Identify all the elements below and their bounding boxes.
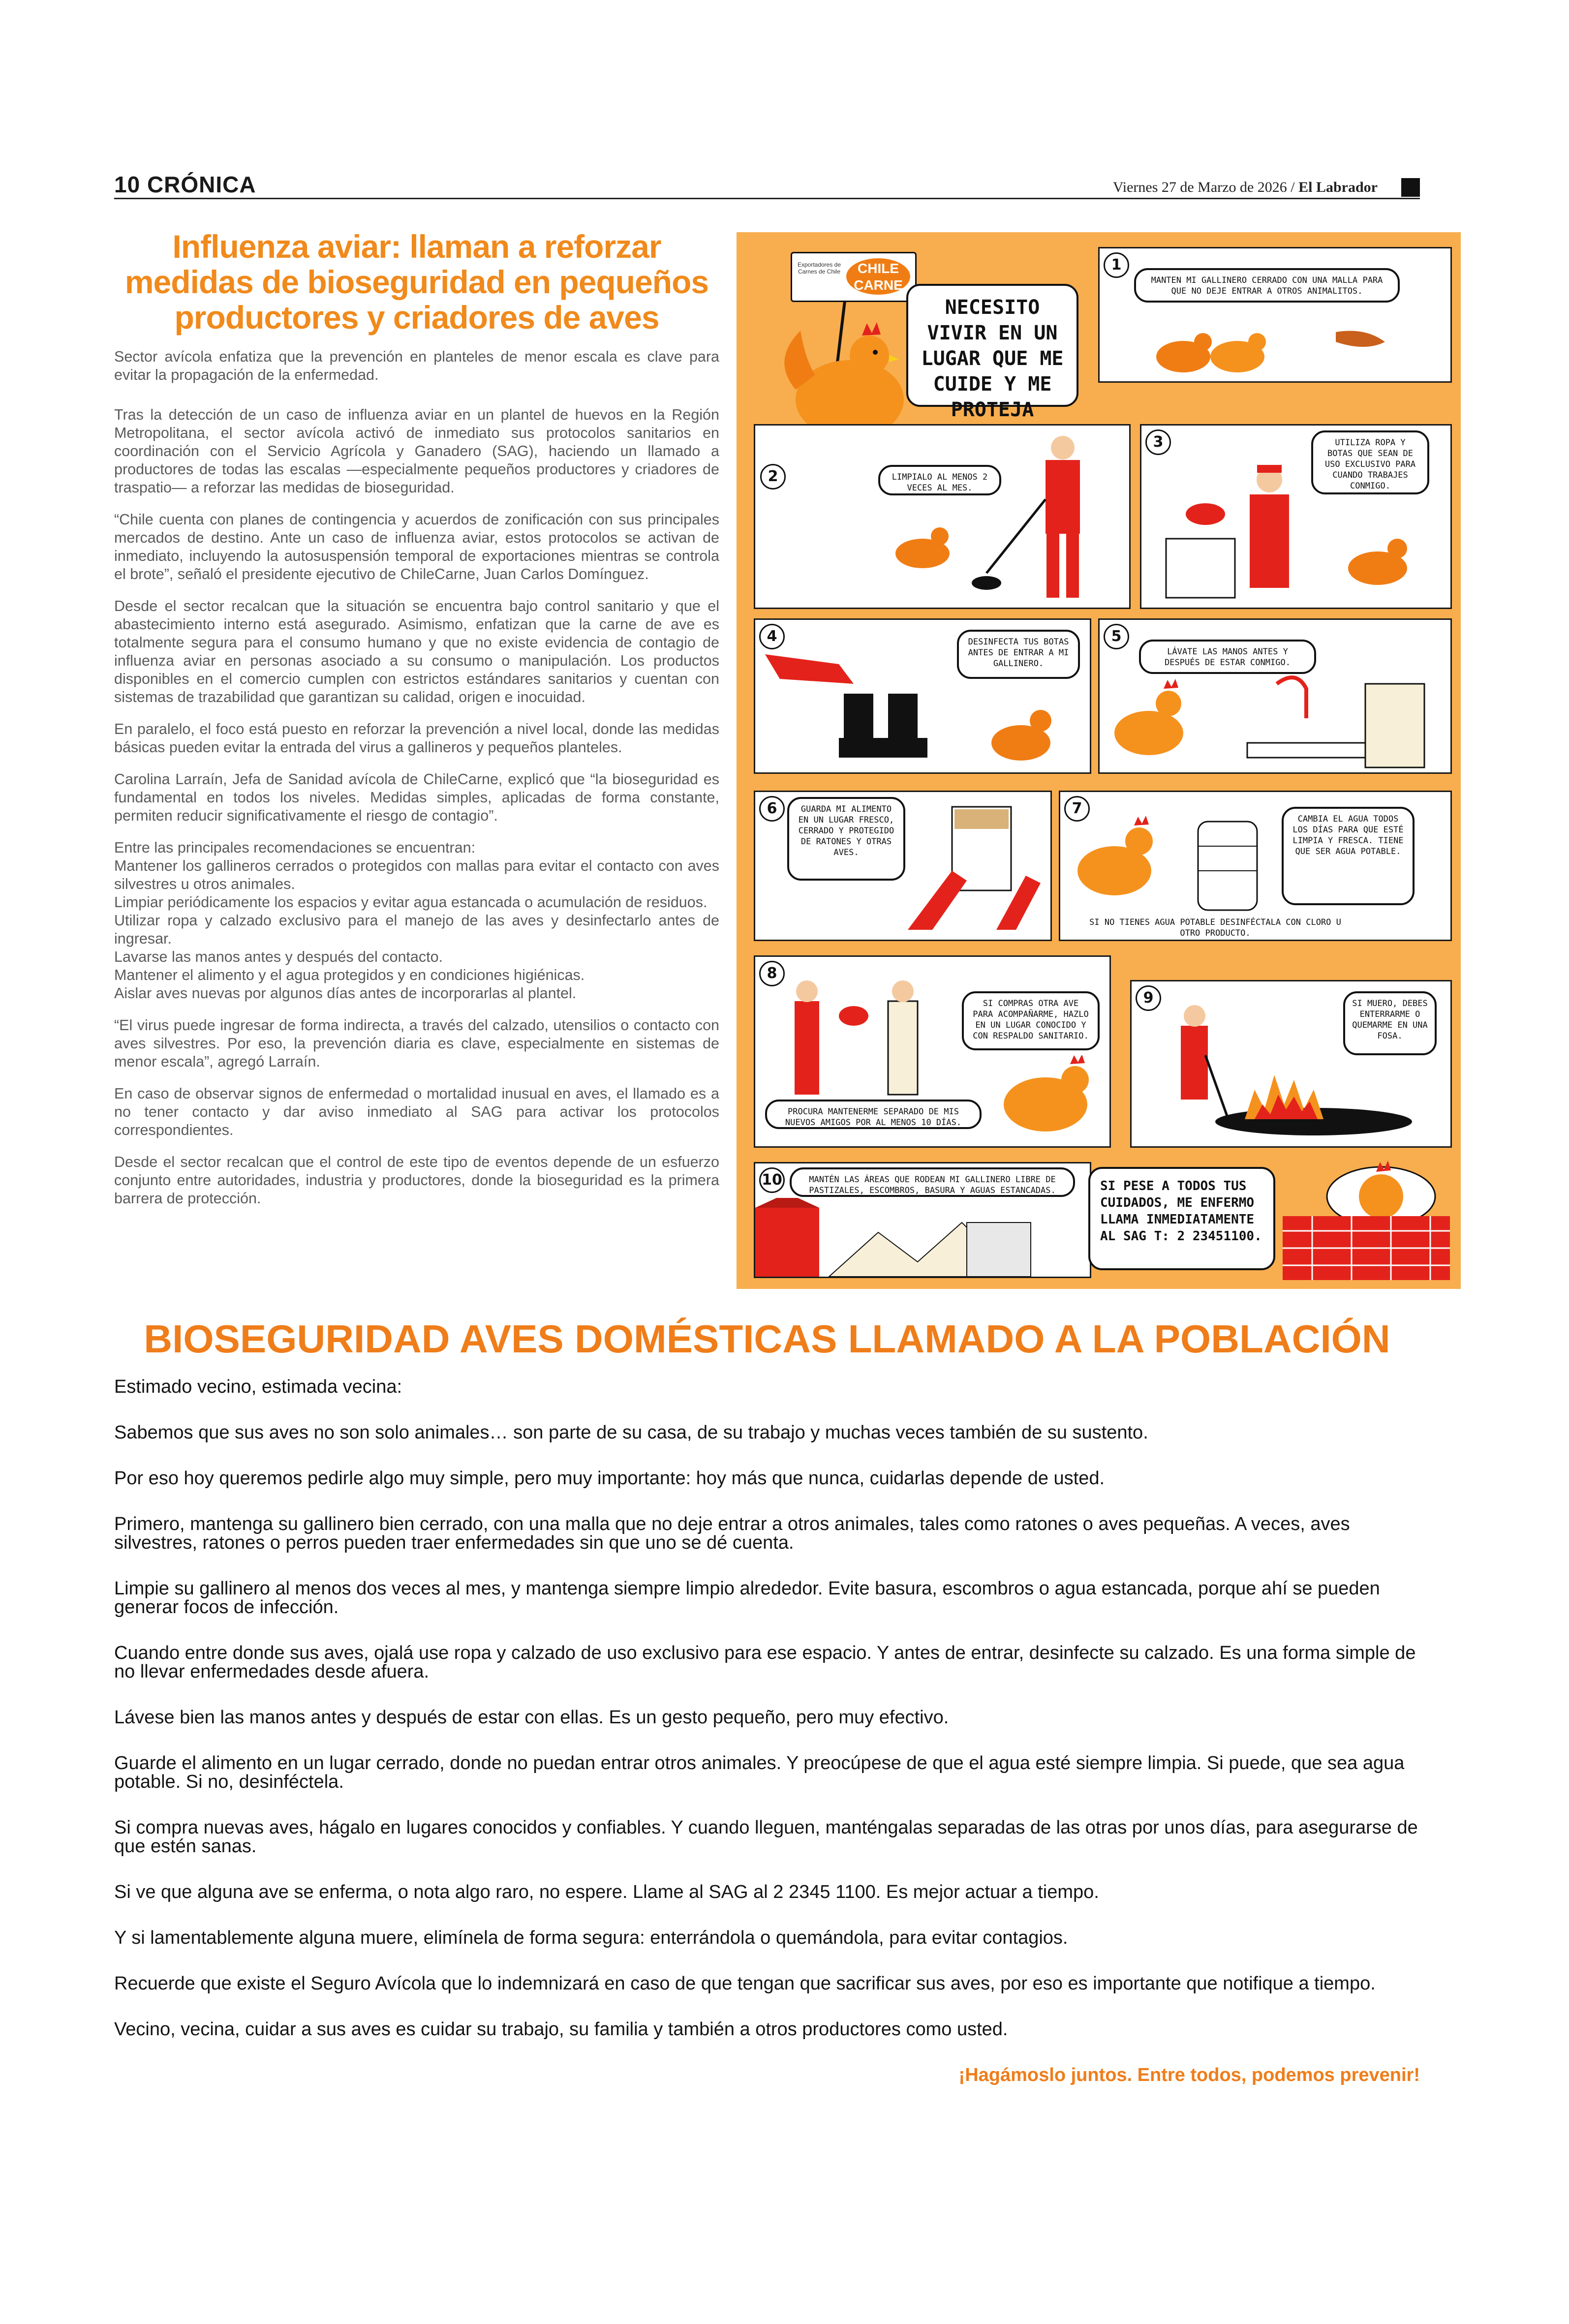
list-item: Limpiar periódicamente los espacios y evitar agua estancada o acumulación de residuos. bbox=[114, 894, 708, 911]
buying-hen-icon bbox=[775, 972, 962, 1100]
hand-washing-icon bbox=[1109, 674, 1444, 772]
letter-paragraph: Si ve que alguna ave se enferma, o nota algo raro, no espere. Llame al SAG al 2 2345 1100. Es mejor actuar a tiempo. bbox=[114, 1882, 1099, 1902]
comic-panel-4: 4 DESINFECTA TUS BOTAS ANTES DE ENTRAR A MI GALLINERO. bbox=[754, 618, 1091, 774]
letter-paragraph: Por eso hoy queremos pedirle algo muy simple, pero muy importante: hoy más que nunca, cuidarlas depende de usted. bbox=[114, 1468, 1105, 1489]
section-label: 10 CRÓNICA bbox=[114, 172, 256, 197]
list-item: Mantener el alimento y el agua protegidos y en condiciones higiénicas. bbox=[114, 967, 585, 983]
comic-panel-10: 10 MANTÉN LAS ÁREAS QUE RODEAN MI GALLINERO LIBRE DE PASTIZALES, ESCOMBROS, BASURA Y AGUAS ESTANCADAS. bbox=[754, 1162, 1091, 1278]
letter-paragraph: Y si lamentablemente alguna muere, elimínela de forma segura: enterrándola o quemándola, para evitar contagios. bbox=[114, 1927, 1068, 1948]
letter-paragraph: Si compra nuevas aves, hágalo en lugares conocidos y confiables. Y cuando lleguen, manténgalas separadas de las otras por unos días, para asegurarse de que estén sanas. bbox=[114, 1817, 1418, 1857]
burning-pit-icon bbox=[1146, 996, 1437, 1144]
issue-date: Viernes 27 de Marzo de 2026 bbox=[1112, 179, 1287, 195]
closing-line: ¡Hagámoslo juntos. Entre todos, podemos prevenir! bbox=[958, 2065, 1420, 2085]
comic-panel-3: 3 UTILIZA ROPA Y BOTAS QUE SEAN DE USO EXCLUSIVO PARA CUANDO TRABAJES CONMIGO. bbox=[1140, 424, 1452, 609]
article-paragraph: “El virus puede ingresar de forma indirecta, a través del calzado, utensilios o contacto con aves silvestres. Por eso, la prevención diaria es clave, especialmente en sistemas de menor escala”, agregó Larraín. bbox=[114, 1017, 719, 1070]
list-item: Mantener los gallineros cerrados o protegidos con mallas para evitar el contacto con aves silvestres u otros animales. bbox=[114, 857, 719, 892]
feed-storage-icon bbox=[908, 802, 1046, 935]
article-paragraph: En caso de observar signos de enfermedad o mortalidad inusual en aves, el llamado es a no tener contacto y dar aviso inmediato al SAG para activar los protocolos correspondientes. bbox=[114, 1085, 719, 1138]
letter-paragraph: Primero, mantenga su gallinero bien cerrado, con una malla que no deje entrar a otros animales, tales como ratones o aves pequeñas. A veces, aves silvestres, ratones o perros pueden traer enfermedades sin que uno se dé cuenta. bbox=[114, 1514, 1350, 1553]
letter-paragraph: Recuerde que existe el Seguro Avícola que lo indemnizará en caso de que tengan que sacrificar sus aves, por eso es importante que notifique a tiempo. bbox=[114, 1973, 1376, 1994]
comic-panel-8: 8 SI COMPRAS OTRA AVE PARA ACOMPAÑARME, HAZLO EN UN LUGAR CONOCIDO Y CON RESPALDO SANITARIO. PROCURA MANTENERME SEPARADO DE MIS NUEVOS AMIGOS POR AL MENOS 10 DÍAS. bbox=[754, 955, 1111, 1148]
list-item: Lavarse las manos antes y después del contacto. bbox=[114, 948, 443, 965]
newspaper-name: El Labrador bbox=[1298, 179, 1378, 195]
intro-speech-bubble: NECESITO VIVIR EN UN LUGAR QUE ME CUIDE Y ME PROTEJA bbox=[906, 284, 1078, 407]
article-paragraph: En paralelo, el foco está puesto en reforzar la prevención a nivel local, donde las medidas básicas pueden evitar la entrada del virus a gallineros y pequeños planteles. bbox=[114, 721, 719, 756]
hen-icon bbox=[991, 1055, 1100, 1139]
section-title: BIOSEGURIDAD AVES DOMÉSTICAS LLAMADO A LA POBLACIÓN bbox=[144, 1317, 1390, 1361]
farm-landscape-icon bbox=[755, 1198, 1090, 1277]
date-line: Viernes 27 de Marzo de 2026 / El Labrador bbox=[1112, 179, 1378, 195]
letter-paragraph: Sabemos que sus aves no son solo animales… son parte de su casa, de su trabajo y muchas veces también de su sustento. bbox=[114, 1422, 1148, 1443]
article-paragraph: Tras la detección de un caso de influenza aviar en un plantel de huevos en la Región Metropolitana, el sector avícola activó de inmediato sus protocolos sanitarios en coordinación con el Servicio Agrícola y Ganadero (SAG), haciendo un llamado a productores de todas las escalas —especialmente pequeños productores y criadores de traspatio— a reforzar las medidas de bioseguridad. bbox=[114, 406, 719, 496]
article-paragraph: Desde el sector recalcan que la situación se encuentra bajo control sanitario y que el abastecimiento interno está asegurado. Asimismo, enfatizan que la carne de ave es totalmente segura para el consumo humano y que no existe evidencia de contagio de influenza aviar en personas asociado a su consumo o manipulación. Los productos disponibles en el comercio cumplen con estrictos estándares sanitarios y cuentan con sistemas de trazabilidad que garantizan su calidad, origen e inocuidad. bbox=[114, 598, 719, 705]
comic-panel-5: 5 LÁVATE LAS MANOS ANTES Y DESPUÉS DE ESTAR CONMIGO. bbox=[1098, 618, 1452, 774]
chilecarne-logo: Exportadores de Carnes de Chile CHILE CARNE bbox=[791, 252, 917, 302]
header-marker bbox=[1401, 178, 1420, 197]
page-header bbox=[114, 172, 1420, 200]
water-tank-icon bbox=[1070, 812, 1282, 925]
letter-paragraph: Cuando entre donde sus aves, ojalá use ropa y calzado de uso exclusivo para ese espacio. Y antes de entrar, desinfecte su calzado. Es una forma simple de no llevar enfermedades desde afuera. bbox=[114, 1643, 1416, 1682]
comic-panel-9: 9 SI MUERO, DEBES ENTERRARME O QUEMARME EN UNA FOSA. bbox=[1130, 980, 1452, 1148]
letter-paragraph: Lávese bien las manos antes y después de estar con ellas. Es un gesto pequeño, pero muy efectivo. bbox=[114, 1707, 949, 1728]
letter-paragraph: Guarde el alimento en un lugar cerrado, donde no puedan entrar otros animales. Y preocúpese de que el agua esté siempre limpia. Si puede, que sea agua potable. Si no, desinféctela. bbox=[114, 1753, 1405, 1792]
article-paragraph: Desde el sector recalcan que el control de este tipo de eventos depende de un esfuerzo conjunto entre autoridades, industria y productores, donde la bioseguridad es la primera barrera de protección. bbox=[114, 1154, 719, 1207]
comic-panel-6: 6 GUARDA MI ALIMENTO EN UN LUGAR FRESCO, CERRADO Y PROTEGIDO DE RATONES Y OTRAS AVES. bbox=[754, 791, 1052, 941]
boots-disinfect-icon bbox=[765, 640, 1080, 767]
farmer-overalls-icon bbox=[1151, 455, 1437, 603]
sick-hen-in-bed-icon bbox=[1283, 1157, 1450, 1280]
article-paragraph: “Chile cuenta con planes de contingencia y acuerdos de zonificación con sus principales mercados de destino. Ante un caso de influenza aviar, estos protocolos se activan de inmediato, incluyendo la autosuspensión temporal de exportaciones mientras se controla el brote”, señaló el presidente ejecutivo de ChileCarne, Juan Carlos Domínguez. bbox=[114, 511, 719, 582]
public-letter bbox=[114, 1377, 1420, 2111]
recommendations-list bbox=[114, 839, 719, 1003]
farmer-sweeping-icon bbox=[883, 426, 1119, 608]
letter-paragraph: Vecino, vecina, cuidar a sus aves es cuidar su trabajo, su familia y también a otros productores como usted. bbox=[114, 2019, 1008, 2040]
letter-paragraph: Estimado vecino, estimada vecina: bbox=[114, 1376, 402, 1397]
comic-illustration bbox=[737, 232, 1461, 1289]
hens-icon bbox=[1129, 312, 1405, 376]
comic-panel-7: 7 CAMBIA EL AGUA TODOS LOS DÍAS PARA QUE ESTÉ LIMPIA Y FRESCA. TIENE QUE SER AGUA POTABLE. SI NO TIENES AGUA POTABLE DESINFÉCTALA CON CLORO U OTRO PRODUCTO. bbox=[1059, 791, 1452, 941]
list-item: Aislar aves nuevas por algunos días antes de incorporarlas al plantel. bbox=[114, 985, 577, 1002]
list-item: Utilizar ropa y calzado exclusivo para el manejo de las aves y desinfectarlo antes de ingresar. bbox=[114, 912, 719, 947]
article-paragraph: Carolina Larraín, Jefa de Sanidad avícola de ChileCarne, explicó que “la bioseguridad es fundamental en todos los niveles. Medidas simples, aplicadas de forma constante, permiten reducir significativamente el riesgo de contagio”. bbox=[114, 771, 719, 824]
header-rule bbox=[114, 198, 1420, 199]
final-speech-bubble: SI PESE A TODOS TUS CUIDADOS, ME ENFERMO LLAMA INMEDIATAMENTE AL SAG T: 2 23451100. bbox=[1088, 1167, 1275, 1270]
article-lede: Sector avícola enfatiza que la prevención en planteles de menor escala es clave para evitar la propagación de la enfermedad. bbox=[114, 348, 719, 383]
letter-paragraph: Limpie su gallinero al menos dos veces al mes, y mantenga siempre limpio alrededor. Evite basura, escombros o agua estancada, porque ahí se pueden generar focos de infección. bbox=[114, 1578, 1380, 1618]
article-headline: Influenza aviar: llaman a reforzar medidas de bioseguridad en pequeños productores y criadores de aves bbox=[124, 228, 709, 336]
comic-panel-2: 2 LIMPIALO AL MENOS 2 VECES AL MES. bbox=[754, 424, 1131, 609]
list-intro: Entre las principales recomendaciones se encuentran: bbox=[114, 839, 476, 856]
comic-panel-1: 1 MANTEN MI GALLINERO CERRADO CON UNA MALLA PARA QUE NO DEJE ENTRAR A OTROS ANIMALITOS. bbox=[1098, 247, 1452, 383]
article-column bbox=[114, 229, 719, 1222]
